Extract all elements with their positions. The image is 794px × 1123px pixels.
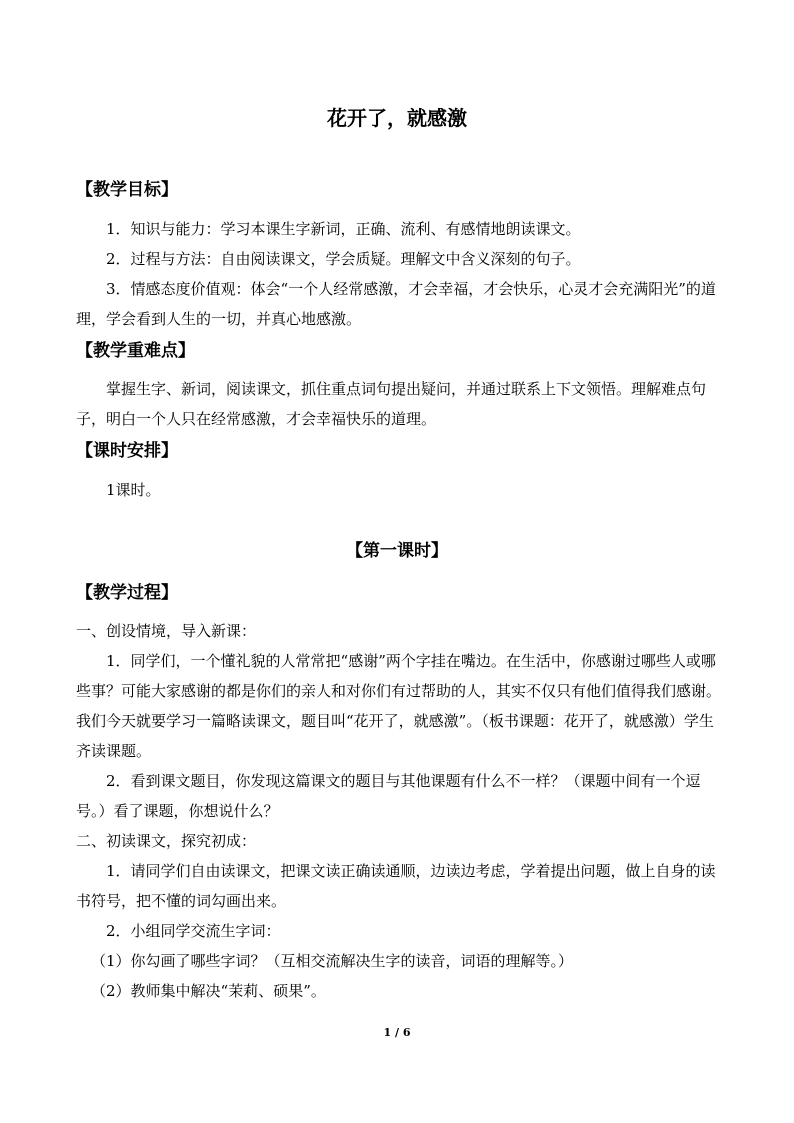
- document-title: 花开了，就感激: [327, 106, 467, 130]
- section2-paragraph-1: 1．请同学们自由读课文，把课文读正确读通顺，边读边考虑，学着提出问题，做上自身的读书符号，把不懂的词勾画出来。: [76, 862, 716, 910]
- key-points-heading: 【教学重难点】: [76, 341, 195, 361]
- objective-item-1: 1．知识与能力：学习本课生字新词，正确、流利、有感情地朗读课文。: [106, 220, 581, 238]
- section2-title: 二、初读课文，探究初成：: [76, 832, 257, 850]
- objective-item-2: 2．过程与方法：自由阅读课文，学会质疑。理解文中含义深刻的句子。: [106, 250, 581, 268]
- page-number: 1 / 6: [383, 1026, 411, 1039]
- section2-paragraph-3: （1）你勾画了哪些字词？（互相交流解决生字的读音，词语的理解等。）: [91, 952, 574, 970]
- objective-item-3: 3．情感态度价值观：体会“一个人经常感激，才会幸福，才会快乐，心灵才会充满阳光”的道理，学会看到人生的一切，并真心地感激。: [76, 280, 716, 328]
- objectives-heading: 【教学目标】: [76, 180, 178, 200]
- process-heading: 【教学过程】: [76, 583, 178, 603]
- key-points-text: 掌握生字、新词，阅读课文，抓住重点词句提出疑问，并通过联系上下文领悟。理解难点句子，明白一个人只在经常感激，才会幸福快乐的道理。: [76, 380, 707, 428]
- section1-paragraph-2: 2．看到课文题目，你发现这篇课文的题目与其他课题有什么不一样？（课题中间有一个逗号。）看了课题，你想说什么？: [76, 772, 701, 820]
- section1-paragraph-1: 1．同学们，一个懂礼貌的人常常把“感谢”两个字挂在嘴边。在生活中，你感谢过哪些人或哪些事？可能大家感谢的都是你们的亲人和对你们有过帮助的人，其实不仅只有他们值得我们感谢。我们今天就要学习一篇略读课文，题目叫“花开了，就感激”。（板书课题：花开了，就感激）学生齐读课题。: [76, 652, 722, 760]
- section1-title: 一、创设情境，导入新课：: [76, 622, 257, 640]
- schedule-heading: 【课时安排】: [76, 441, 178, 461]
- schedule-text: 1课时。: [106, 481, 161, 499]
- lesson-heading: 【第一课时】: [346, 541, 448, 561]
- section2-paragraph-2: 2．小组同学交流生字词：: [106, 922, 281, 940]
- section2-paragraph-4: （2）教师集中解决“茉莉、硕果”。: [91, 982, 326, 1000]
